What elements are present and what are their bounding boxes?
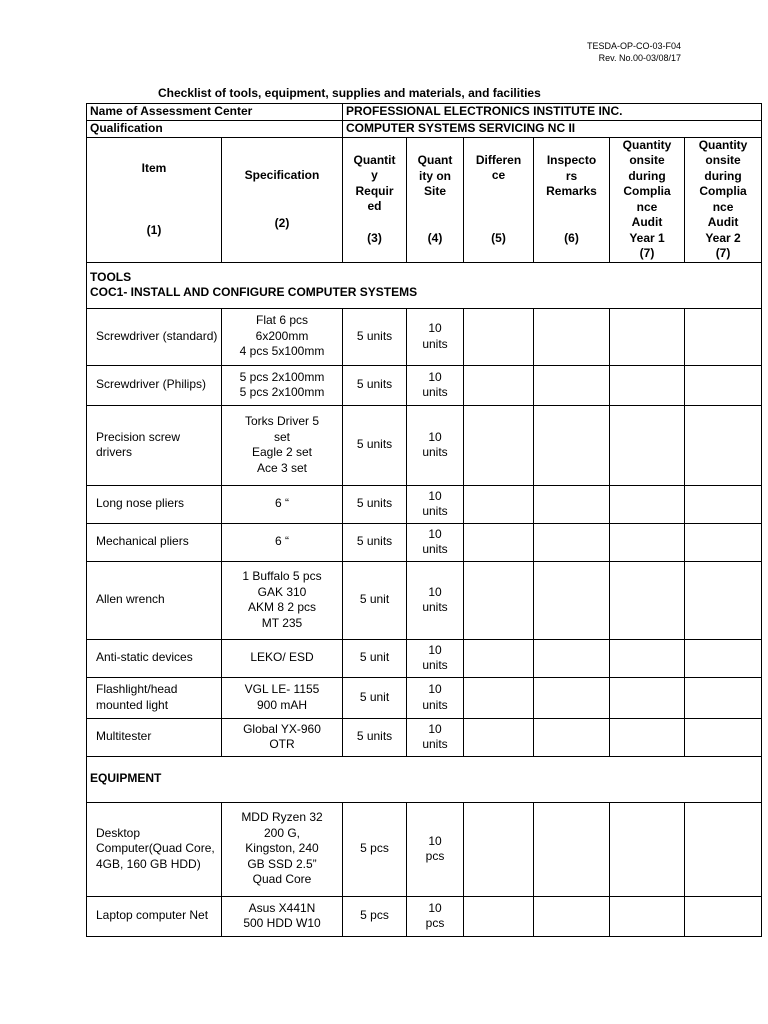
tools-section-label: TOOLS: [90, 269, 132, 284]
spec-line: Eagle 2 set: [251, 445, 313, 459]
quantity-required-cell: 5 units: [343, 405, 407, 485]
assessment-center-row: [87, 104, 762, 121]
document-code: TESDA-OP-CO-03-F04: [586, 41, 681, 51]
specification-cell: [222, 802, 343, 896]
site-line: 10: [428, 682, 442, 696]
header-column-number: (5): [491, 230, 506, 245]
difference-cell: [464, 561, 534, 639]
header-line: onsite: [629, 153, 665, 167]
specification-cell: [222, 523, 343, 561]
site-line: 10: [428, 833, 442, 848]
item-cell: Flashlight/head mounted light: [87, 677, 222, 718]
spec-line: 6 “: [274, 496, 289, 511]
inspectors-remarks-cell: [534, 896, 610, 936]
specification-cell: [222, 405, 343, 485]
header-line: y: [371, 168, 378, 183]
item-cell: Laptop computer Net: [87, 896, 222, 936]
difference-cell: [464, 365, 534, 405]
spec-line: set: [273, 429, 290, 444]
item-cell: Mechanical pliers: [87, 523, 222, 561]
inspectors-remarks-cell: [534, 802, 610, 896]
spec-line: 900 mAH: [256, 697, 308, 712]
table-row: [87, 308, 762, 365]
year-2-cell: [685, 485, 762, 523]
quantity-required-cell: 5 pcs: [343, 896, 407, 936]
specification-cell: [222, 308, 343, 365]
assessment-center-value: PROFESSIONAL ELECTRONICS INSTITUTE INC.: [343, 104, 762, 121]
site-line: units: [422, 658, 448, 672]
quantity-on-site-cell: [407, 405, 464, 485]
table-row: [87, 677, 762, 718]
year-2-cell: [685, 718, 762, 756]
table-row: [87, 896, 762, 936]
quantity-on-site-cell: [407, 639, 464, 677]
year-1-cell: [610, 365, 685, 405]
quantity-required-cell: 5 units: [343, 523, 407, 561]
equipment-section-label: EQUIPMENT: [90, 771, 162, 786]
header-line: onsite: [705, 153, 741, 167]
difference-cell: [464, 485, 534, 523]
quantity-on-site-cell: [407, 523, 464, 561]
header-line: Quantit: [353, 152, 396, 167]
header-line: Year 1: [629, 230, 665, 245]
table-row: [87, 802, 762, 896]
header-line: nce: [712, 199, 734, 214]
inspectors-remarks-cell: [534, 485, 610, 523]
header-line: (7): [715, 246, 731, 260]
year-1-cell: [610, 802, 685, 896]
quantity-required-cell: 5 units: [343, 485, 407, 523]
year-2-cell: [685, 561, 762, 639]
site-line: units: [422, 504, 448, 518]
site-line: units: [422, 600, 448, 614]
header-line: rs: [565, 168, 578, 183]
header-column-number: (3): [367, 230, 382, 245]
header-line: Complia: [699, 184, 747, 198]
year-1-cell: [610, 561, 685, 639]
year-2-cell: [685, 365, 762, 405]
equipment-section-cell: [87, 756, 762, 802]
item-cell: Allen wrench: [87, 561, 222, 639]
difference-cell: [464, 523, 534, 561]
year-1-cell: [610, 718, 685, 756]
difference-cell: [464, 718, 534, 756]
quantity-on-site-cell: [407, 561, 464, 639]
header-quantity-required: [343, 137, 407, 262]
header-inspectors-remarks: [534, 137, 610, 262]
site-line: pcs: [425, 849, 445, 863]
header-line: Requir: [355, 183, 394, 198]
coc-section-label: COC1- INSTALL AND CONFIGURE COMPUTER SYSTEMS: [90, 285, 418, 299]
spec-line: MDD Ryzen 32: [241, 810, 323, 825]
item-cell: Precision screw drivers: [87, 405, 222, 485]
header-line: (7): [639, 246, 655, 260]
equipment-section-row: [87, 756, 762, 802]
spec-line: 5 pcs 2x100mm: [239, 385, 325, 399]
spec-line: 6 “: [274, 534, 289, 549]
site-line: units: [422, 445, 448, 459]
spec-line: 1 Buffalo 5 pcs: [242, 569, 322, 583]
header-line: during: [628, 168, 666, 183]
quantity-on-site-cell: [407, 896, 464, 936]
year-1-cell: [610, 485, 685, 523]
quantity-required-cell: 5 units: [343, 308, 407, 365]
quantity-required-cell: 5 unit: [343, 561, 407, 639]
site-line: pcs: [425, 916, 445, 930]
quantity-required-cell: 5 unit: [343, 677, 407, 718]
specification-cell: [222, 718, 343, 756]
header-column-number: (6): [564, 230, 579, 245]
qualification-value: COMPUTER SYSTEMS SERVICING NC II: [343, 121, 762, 138]
site-line: 10: [428, 369, 442, 384]
item-cell: Anti-static devices: [87, 639, 222, 677]
qualification-label: Qualification: [87, 121, 343, 138]
item-cell: Desktop Computer(Quad Core, 4GB, 160 GB HDD): [87, 802, 222, 896]
item-cell: Screwdriver (standard): [87, 308, 222, 365]
quantity-on-site-cell: [407, 677, 464, 718]
assessment-center-label: Name of Assessment Center: [87, 104, 343, 121]
difference-cell: [464, 802, 534, 896]
quantity-on-site-cell: [407, 802, 464, 896]
table-row: [87, 405, 762, 485]
header-specification: Specification (2): [222, 137, 343, 262]
document-reference: [587, 40, 681, 64]
difference-cell: [464, 405, 534, 485]
checklist-table: [86, 103, 762, 937]
table-row: [87, 639, 762, 677]
tools-section-row: [87, 262, 762, 308]
site-line: units: [422, 385, 448, 399]
header-line: Complia: [623, 184, 671, 198]
inspectors-remarks-cell: [534, 365, 610, 405]
site-line: 10: [428, 642, 442, 657]
specification-cell: [222, 561, 343, 639]
header-line: ity on: [419, 168, 451, 183]
year-1-cell: [610, 639, 685, 677]
spec-line: Quad Core: [252, 872, 312, 887]
site-line: 10: [428, 321, 442, 335]
header-difference: [464, 137, 534, 262]
inspectors-remarks-cell: [534, 639, 610, 677]
year-1-cell: [610, 677, 685, 718]
year-2-cell: [685, 896, 762, 936]
year-1-cell: [610, 896, 685, 936]
inspectors-remarks-cell: [534, 561, 610, 639]
header-line: ed: [367, 199, 382, 214]
header-column-number: (4): [427, 230, 443, 245]
inspectors-remarks-cell: [534, 677, 610, 718]
spec-line: 500 HDD W10: [243, 916, 321, 930]
spec-line: 200 G,: [263, 825, 301, 840]
inspectors-remarks-cell: [534, 405, 610, 485]
quantity-on-site-cell: [407, 365, 464, 405]
header-line: Year 2: [705, 230, 741, 245]
table-row: [87, 485, 762, 523]
table-row: [87, 718, 762, 756]
spec-line: VGL LE- 1155: [244, 682, 320, 696]
site-line: 10: [428, 429, 442, 444]
spec-line: AKM 8 2 pcs: [247, 600, 317, 614]
header-quantity-year-1: [610, 137, 685, 262]
header-quantity-on-site: [407, 137, 464, 262]
header-line: Inspecto: [546, 153, 597, 167]
spec-line: GB SSD 2.5”: [247, 856, 317, 871]
header-item: Item (1): [87, 137, 222, 262]
site-line: 10: [428, 584, 442, 599]
spec-line: GAK 310: [257, 584, 307, 599]
quantity-on-site-cell: [407, 485, 464, 523]
header-line: Site: [423, 184, 446, 198]
table-row: [87, 365, 762, 405]
inspectors-remarks-cell: [534, 308, 610, 365]
specification-cell: [222, 677, 343, 718]
year-2-cell: [685, 308, 762, 365]
site-line: units: [422, 737, 448, 751]
spec-line: 4 pcs 5x100mm: [239, 344, 325, 359]
quantity-required-cell: 5 unit: [343, 639, 407, 677]
header-quantity-year-2: [685, 137, 762, 262]
header-line: Differen: [475, 152, 522, 167]
specification-cell: [222, 485, 343, 523]
site-line: 10: [428, 900, 442, 915]
spec-line: 6x200mm: [255, 328, 309, 343]
quantity-required-cell: 5 units: [343, 365, 407, 405]
year-1-cell: [610, 523, 685, 561]
revision-number: Rev. No.00-03/08/17: [598, 53, 681, 63]
difference-cell: [464, 639, 534, 677]
quantity-required-cell: 5 pcs: [343, 802, 407, 896]
inspectors-remarks-cell: [534, 523, 610, 561]
spec-line: Flat 6 pcs: [255, 313, 309, 328]
year-2-cell: [685, 405, 762, 485]
difference-cell: [464, 308, 534, 365]
site-line: 10: [428, 526, 442, 541]
year-2-cell: [685, 523, 762, 561]
spec-line: 5 pcs 2x100mm: [239, 369, 325, 384]
spec-line: Asus X441N: [248, 900, 316, 915]
table-row: [87, 523, 762, 561]
quantity-on-site-cell: [407, 718, 464, 756]
specification-cell: [222, 365, 343, 405]
quantity-required-cell: 5 units: [343, 718, 407, 756]
difference-cell: [464, 677, 534, 718]
site-line: units: [422, 697, 448, 712]
spec-line: MT 235: [261, 615, 303, 630]
header-line: Quantity: [698, 137, 748, 152]
inspectors-remarks-cell: [534, 718, 610, 756]
site-line: 10: [428, 721, 442, 736]
item-cell: Multitester: [87, 718, 222, 756]
specification-cell: [222, 896, 343, 936]
header-line: nce: [636, 199, 658, 214]
item-cell: Screwdriver (Philips): [87, 365, 222, 405]
site-line: 10: [428, 488, 442, 503]
spec-line: Torks Driver 5: [244, 414, 319, 428]
year-1-cell: [610, 308, 685, 365]
item-cell: Long nose pliers: [87, 485, 222, 523]
header-line: Remarks: [546, 184, 597, 198]
header-line: Quantity: [622, 137, 672, 152]
spec-line: Kingston, 240: [245, 841, 319, 856]
spec-line: Global YX-960: [243, 721, 321, 736]
header-line: Audit: [631, 215, 663, 229]
table-row: [87, 561, 762, 639]
difference-cell: [464, 896, 534, 936]
site-line: units: [422, 336, 448, 351]
header-line: Audit: [707, 215, 739, 229]
year-1-cell: [610, 405, 685, 485]
page-title: Checklist of tools, equipment, supplies and materials, and facilities: [158, 86, 541, 100]
spec-line: Ace 3 set: [256, 460, 308, 475]
spec-line: LEKO/ ESD: [250, 650, 314, 665]
qualification-row: [87, 121, 762, 138]
year-2-cell: [685, 802, 762, 896]
specification-cell: [222, 639, 343, 677]
column-header-row: [87, 137, 762, 262]
quantity-on-site-cell: [407, 308, 464, 365]
header-line: during: [704, 168, 742, 183]
header-line: ce: [491, 168, 506, 183]
year-2-cell: [685, 677, 762, 718]
header-line: Quant: [417, 153, 453, 167]
year-2-cell: [685, 639, 762, 677]
site-line: units: [422, 542, 448, 556]
spec-line: OTR: [269, 737, 295, 751]
